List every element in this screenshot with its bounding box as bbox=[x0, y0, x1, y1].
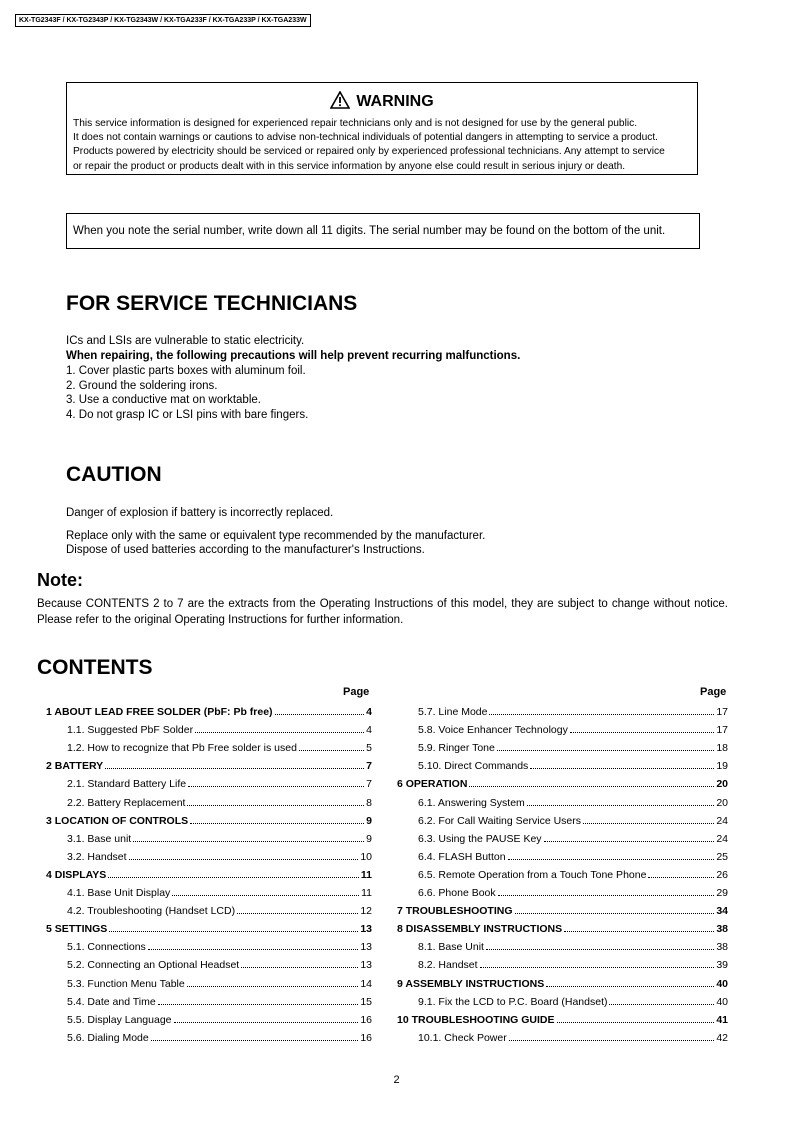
toc-entry-title: 2.2. Battery Replacement bbox=[67, 796, 186, 809]
toc-entry-title: 6.6. Phone Book bbox=[418, 887, 496, 899]
toc-entry-title: 4 DISPLAYS bbox=[46, 868, 107, 881]
caution-heading: CAUTION bbox=[66, 463, 162, 486]
toc-dot-leader bbox=[195, 732, 364, 733]
toc-entry-title: 6.1. Answering System bbox=[418, 796, 525, 809]
toc-entry-page: 16 bbox=[360, 1031, 372, 1044]
toc-entry-title: 9.1. Fix the LCD to P.C. Board (Handset) bbox=[418, 995, 608, 1008]
toc-dot-leader bbox=[109, 931, 358, 932]
toc-entry-page: 40 bbox=[716, 995, 728, 1008]
toc-entry-page: 13 bbox=[360, 959, 372, 972]
toc-entry-page: 9 bbox=[366, 814, 372, 827]
toc-entry-title: 5.2. Connecting an Optional Headset bbox=[67, 959, 240, 972]
toc-entry bbox=[418, 832, 728, 846]
toc-entry-page: 17 bbox=[716, 724, 728, 737]
warning-title-text: WARNING bbox=[356, 93, 434, 110]
toc-entry-page: 11 bbox=[361, 887, 372, 899]
toc-dot-leader bbox=[486, 949, 714, 950]
toc-dot-leader bbox=[299, 750, 364, 751]
toc-dot-leader bbox=[509, 1040, 715, 1041]
caution-line: Danger of explosion if battery is incorrectly replaced. bbox=[66, 507, 334, 519]
caution-line: Replace only with the same or equivalent type recommended by the manufacturer. bbox=[66, 530, 486, 542]
toc-dot-leader bbox=[469, 786, 714, 787]
toc-entry-page: 39 bbox=[716, 959, 728, 972]
toc-entry-title: 3 LOCATION OF CONTROLS bbox=[46, 814, 189, 827]
toc-entry bbox=[46, 705, 372, 719]
precaution-item: 4. Do not grasp IC or LSI pins with bare fingers. bbox=[66, 409, 309, 421]
toc-entry bbox=[67, 1013, 372, 1027]
toc-dot-leader bbox=[187, 986, 359, 987]
toc-dot-leader bbox=[544, 841, 715, 842]
toc-entry bbox=[67, 958, 372, 972]
toc-entry-title: 9 ASSEMBLY INSTRUCTIONS bbox=[397, 977, 545, 990]
toc-entry-page: 11 bbox=[360, 868, 372, 881]
toc-entry-page: 40 bbox=[716, 977, 728, 990]
toc-entry-title: 4.1. Base Unit Display bbox=[67, 887, 171, 899]
toc-entry-page: 20 bbox=[716, 796, 728, 809]
toc-entry-page: 14 bbox=[360, 977, 372, 990]
toc-dot-leader bbox=[133, 841, 364, 842]
toc-dot-leader bbox=[497, 750, 714, 751]
toc-entry bbox=[397, 904, 728, 918]
toc-entry-title: 8.2. Handset bbox=[418, 959, 478, 972]
toc-entry bbox=[418, 940, 728, 954]
toc-entry-page: 38 bbox=[716, 941, 728, 954]
toc-entry-page: 13 bbox=[360, 923, 372, 936]
toc-entry bbox=[67, 796, 372, 810]
toc-entry-title: 6.2. For Call Waiting Service Users bbox=[418, 814, 581, 827]
toc-entry-page: 8 bbox=[366, 796, 372, 809]
toc-entry bbox=[67, 723, 372, 737]
toc-entry-title: 5.9. Ringer Tone bbox=[418, 742, 495, 755]
toc-entry-page: 7 bbox=[366, 778, 372, 791]
toc-dot-leader bbox=[583, 823, 714, 824]
toc-entry-page: 20 bbox=[716, 778, 728, 791]
toc-entry-page: 15 bbox=[360, 995, 372, 1008]
toc-entry bbox=[67, 1031, 372, 1045]
model-header: KX-TG2343F / KX-TG2343P / KX-TG2343W / KX-TGA233F / KX-TGA233P / KX-TGA233W bbox=[15, 14, 311, 27]
warning-line: or repair the product or products dealt with in this service information by anyone else could result in serious injury or death. bbox=[73, 160, 626, 172]
toc-entry bbox=[418, 868, 728, 882]
toc-entry-title: 5.10. Direct Commands bbox=[418, 760, 529, 773]
page-column-label: Page bbox=[700, 686, 727, 698]
toc-entry-title: 8.1. Base Unit bbox=[418, 941, 484, 954]
toc-entry bbox=[418, 958, 728, 972]
toc-dot-leader bbox=[570, 732, 714, 733]
toc-entry bbox=[418, 741, 728, 755]
toc-dot-leader bbox=[158, 1004, 359, 1005]
toc-entry-title: 3.2. Handset bbox=[67, 850, 127, 863]
toc-entry bbox=[397, 922, 728, 936]
toc-entry bbox=[67, 850, 372, 864]
precaution-item: 3. Use a conductive mat on worktable. bbox=[66, 394, 261, 406]
toc-entry-page: 38 bbox=[716, 923, 728, 936]
toc-entry bbox=[46, 759, 372, 773]
toc-entry-title: 6.4. FLASH Button bbox=[418, 850, 506, 863]
toc-entry-title: 1.1. Suggested PbF Solder bbox=[67, 724, 194, 737]
toc-entry-page: 26 bbox=[716, 868, 728, 881]
toc-entry-page: 18 bbox=[716, 742, 728, 755]
toc-entry bbox=[46, 814, 372, 828]
toc-entry bbox=[67, 741, 372, 755]
toc-entry-title: 5.1. Connections bbox=[67, 941, 146, 954]
warning-line: Products powered by electricity should be serviced or repaired only by experienced professional technicians. Any attempt to service bbox=[73, 146, 665, 158]
toc-dot-leader bbox=[557, 1022, 715, 1023]
toc-entry bbox=[67, 995, 372, 1009]
warning-line: This service information is designed for experienced repair technicians only and is not designed for use by the general public. bbox=[73, 118, 638, 129]
warning-line: It does not contain warnings or cautions to advise non-technical individuals of potential dangers in attempting to service a product. bbox=[73, 132, 658, 144]
toc-entry-page: 42 bbox=[716, 1031, 728, 1044]
toc-entry-title: 6 OPERATION bbox=[397, 778, 468, 791]
toc-dot-leader bbox=[530, 768, 714, 769]
toc-dot-leader bbox=[515, 913, 715, 914]
toc-entry-title: 10.1. Check Power bbox=[418, 1031, 507, 1044]
toc-entry-title: 5.4. Date and Time bbox=[67, 995, 156, 1008]
toc-entry-page: 9 bbox=[366, 832, 372, 845]
page-number: 2 bbox=[393, 1074, 400, 1086]
toc-dot-leader bbox=[108, 877, 359, 878]
toc-entry-title: 5.3. Function Menu Table bbox=[67, 977, 185, 990]
precaution-item: 1. Cover plastic parts boxes with aluminum foil. bbox=[66, 365, 306, 377]
toc-dot-leader bbox=[105, 768, 364, 769]
warning-title bbox=[67, 91, 697, 112]
toc-entry-title: 1 ABOUT LEAD FREE SOLDER (PbF: Pb free) bbox=[46, 706, 273, 718]
toc-entry bbox=[67, 777, 372, 791]
toc-entry bbox=[418, 995, 728, 1009]
toc-entry-page: 25 bbox=[716, 850, 728, 863]
toc-entry bbox=[397, 1013, 728, 1027]
toc-entry-page: 5 bbox=[366, 742, 372, 755]
service-heading: FOR SERVICE TECHNICIANS bbox=[66, 292, 358, 315]
toc-entry-title: 7 TROUBLESHOOTING bbox=[397, 905, 513, 918]
toc-entry bbox=[418, 1031, 728, 1045]
toc-dot-leader bbox=[174, 1022, 359, 1023]
toc-entry-page: 4 bbox=[366, 724, 372, 737]
toc-dot-leader bbox=[237, 913, 358, 914]
note-text: Because CONTENTS 2 to 7 are the extracts from the Operating Instructions of this model, they are subject to change without notice. Please refer to the original Operating Instructions for further information. bbox=[37, 598, 728, 626]
toc-dot-leader bbox=[129, 859, 359, 860]
toc-entry-title: 5 SETTINGS bbox=[46, 923, 108, 936]
toc-dot-leader bbox=[275, 714, 365, 715]
toc-entry-page: 12 bbox=[360, 905, 372, 918]
toc-entry-title: 1.2. How to recognize that Pb Free solder is used bbox=[67, 742, 297, 755]
toc-entry-title: 8 DISASSEMBLY INSTRUCTIONS bbox=[397, 923, 563, 936]
toc-dot-leader bbox=[172, 895, 359, 896]
toc-dot-leader bbox=[151, 1040, 359, 1041]
toc-entry bbox=[67, 886, 372, 900]
toc-dot-leader bbox=[508, 859, 715, 860]
toc-dot-leader bbox=[609, 1004, 714, 1005]
toc-entry-page: 41 bbox=[716, 1013, 728, 1026]
toc-dot-leader bbox=[648, 877, 714, 878]
toc-entry-page: 13 bbox=[360, 941, 372, 954]
toc-entry bbox=[67, 832, 372, 846]
toc-entry bbox=[397, 777, 728, 791]
toc-entry-page: 10 bbox=[360, 850, 372, 863]
toc-entry-page: 34 bbox=[716, 905, 728, 918]
toc-entry bbox=[418, 759, 728, 773]
toc-dot-leader bbox=[148, 949, 359, 950]
service-intro: ICs and LSIs are vulnerable to static electricity. bbox=[66, 335, 305, 347]
toc-entry bbox=[418, 886, 728, 900]
toc-entry-page: 24 bbox=[716, 814, 728, 827]
service-precautions-heading: When repairing, the following precautions will help prevent recurring malfunctions. bbox=[66, 350, 521, 362]
toc-dot-leader bbox=[498, 895, 715, 896]
toc-entry-page: 17 bbox=[716, 706, 728, 718]
toc-entry-page: 19 bbox=[716, 760, 728, 773]
toc-entry-title: 5.6. Dialing Mode bbox=[67, 1031, 149, 1044]
toc-dot-leader bbox=[546, 986, 714, 987]
toc-entry-title: 5.8. Voice Enhancer Technology bbox=[418, 724, 568, 737]
page-column-label: Page bbox=[343, 686, 370, 698]
warning-box bbox=[66, 82, 698, 175]
contents-heading: CONTENTS bbox=[37, 656, 153, 679]
toc-dot-leader bbox=[190, 823, 364, 824]
toc-dot-leader bbox=[480, 967, 715, 968]
toc-entry-page: 29 bbox=[716, 887, 728, 899]
toc-entry bbox=[46, 868, 372, 882]
toc-entry-title: 3.1. Base unit bbox=[67, 832, 132, 845]
warning-triangle-icon bbox=[330, 91, 350, 109]
toc-entry-title: 5.7. Line Mode bbox=[418, 706, 488, 718]
toc-entry-title: 10 TROUBLESHOOTING GUIDE bbox=[397, 1013, 555, 1026]
toc-dot-leader bbox=[188, 786, 364, 787]
toc-entry bbox=[46, 922, 372, 936]
toc-entry-title: 4.2. Troubleshooting (Handset LCD) bbox=[67, 905, 236, 918]
toc-entry bbox=[418, 705, 728, 719]
warning-text bbox=[73, 117, 665, 174]
toc-entry bbox=[67, 940, 372, 954]
toc-entry-title: 6.3. Using the PAUSE Key bbox=[418, 832, 542, 845]
precaution-item: 2. Ground the soldering irons. bbox=[66, 380, 218, 392]
toc-entry bbox=[67, 977, 372, 991]
toc-entry-page: 16 bbox=[360, 1013, 372, 1026]
toc-dot-leader bbox=[187, 805, 364, 806]
toc-entry-title: 2 BATTERY bbox=[46, 760, 104, 773]
toc-entry bbox=[418, 723, 728, 737]
toc-dot-leader bbox=[564, 931, 714, 932]
toc-entry bbox=[418, 814, 728, 828]
toc-dot-leader bbox=[527, 805, 715, 806]
toc-entry-title: 6.5. Remote Operation from a Touch Tone Phone bbox=[418, 868, 647, 881]
toc-entry-title: 5.5. Display Language bbox=[67, 1013, 172, 1026]
toc-entry bbox=[397, 977, 728, 991]
toc-entry-page: 4 bbox=[366, 706, 372, 718]
note-heading: Note: bbox=[37, 570, 83, 590]
toc-entry bbox=[418, 796, 728, 810]
serial-number-note: When you note the serial number, write down all 11 digits. The serial number may be found on the bottom of the unit. bbox=[66, 213, 700, 249]
toc-entry bbox=[418, 850, 728, 864]
toc-entry-page: 7 bbox=[366, 760, 372, 773]
toc-dot-leader bbox=[241, 967, 358, 968]
caution-line: Dispose of used batteries according to the manufacturer's Instructions. bbox=[66, 544, 425, 556]
toc-entry-title: 2.1. Standard Battery Life bbox=[67, 778, 187, 791]
toc-entry bbox=[67, 904, 372, 918]
toc-dot-leader bbox=[489, 714, 714, 715]
toc-entry-page: 24 bbox=[716, 832, 728, 845]
